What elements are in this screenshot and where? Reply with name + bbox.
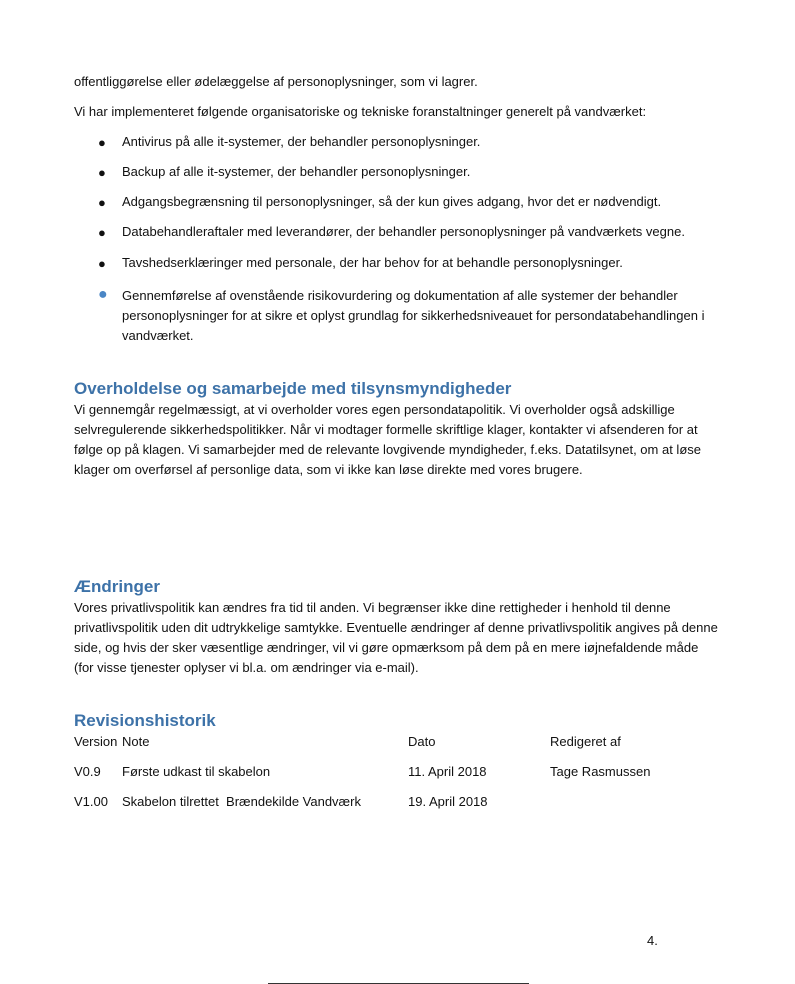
compliance-heading: Overholdelse og samarbejde med tilsynsmyndigheder (74, 379, 512, 398)
list-item: Backup af alle it-systemer, der behandler personoplysninger. (122, 164, 471, 179)
bullet-icon: ● (98, 165, 106, 180)
column-header-note: Note (122, 734, 150, 749)
page-number: 4. (647, 933, 658, 948)
list-item: Databehandleraftaler med leverandører, der behandler personoplysninger på vandværkets vegne. (122, 224, 685, 239)
bullet-icon: ● (98, 195, 106, 210)
cell-editor: Tage Rasmussen (550, 764, 651, 779)
revision-heading: Revisionshistorik (74, 711, 216, 730)
list-item: Tavshedserklæringer med personale, der har behov for at behandle personoplysninger. (122, 255, 623, 270)
list-item: Adgangsbegrænsning til personoplysninger, så der kun gives adgang, hvor det er nødvendigt. (122, 194, 662, 209)
bullet-icon: ● (98, 135, 106, 150)
bullet-icon: ● (98, 225, 106, 240)
changes-heading: Ændringer (74, 577, 160, 596)
cell-date: 19. April 2018 (408, 794, 488, 809)
bullet-icon: ● (98, 256, 106, 271)
compliance-body: Vi gennemgår regelmæssigt, at vi overholder vores egen persondatapolitik. Vi overholder også adskillige selvregulerende sikkerhedspolitikker. Når vi modtager formelle skriftlige klager, kontakter vi afsenderen for at følge op på klagen. Vi samarbejder med de relevante lovgivende myndigheder, f.eks. Datatilsynet, om at løse klager om overførsel af personlige data, som vi ikke kan løse direkte med vores brugere. (74, 402, 701, 477)
column-header-version: Version (74, 734, 118, 749)
cell-version: V1.00 (74, 794, 108, 809)
column-header-date: Dato (408, 734, 436, 749)
cell-date: 11. April 2018 (408, 764, 487, 779)
cell-version: V0.9 (74, 764, 101, 779)
changes-body: Vores privatlivspolitik kan ændres fra tid til anden. Vi begrænser ikke dine rettigheder i henhold til denne privatlivspolitik uden dit udtrykkelige samtykke. Eventuelle ændringer af denne privatlivspolitik angives på denne side, og hvis der sker væsentlige ændringer, vil vi gøre opmærksom på dem på en mere iøjnefaldende måde (for visse tjenester oplyser vi bl.a. om ændringer via e-mail). (74, 600, 718, 675)
cell-note: Første udkast til skabelon (122, 764, 271, 779)
list-item: Antivirus på alle it-systemer, der behandler personoplysninger. (122, 134, 481, 149)
column-header-editor: Redigeret af (550, 734, 621, 749)
measures-intro-text: Vi har implementeret følgende organisatoriske og tekniske foranstaltninger generelt på vandværket: (74, 104, 647, 119)
list-item: Gennemførelse af ovenstående risikovurdering og dokumentation af alle systemer der behandler personoplysninger for at sikre et oplyst grundlag for sikkerhedsniveauet for persondatabehandlingen i vandværket. (122, 288, 705, 343)
bullet-icon: ● (98, 286, 108, 303)
intro-tail-text: offentliggørelse eller ødelæggelse af personoplysninger, som vi lagrer. (74, 74, 478, 89)
cell-note: Skabelon tilrettet Brændekilde Vandværk (122, 794, 361, 809)
